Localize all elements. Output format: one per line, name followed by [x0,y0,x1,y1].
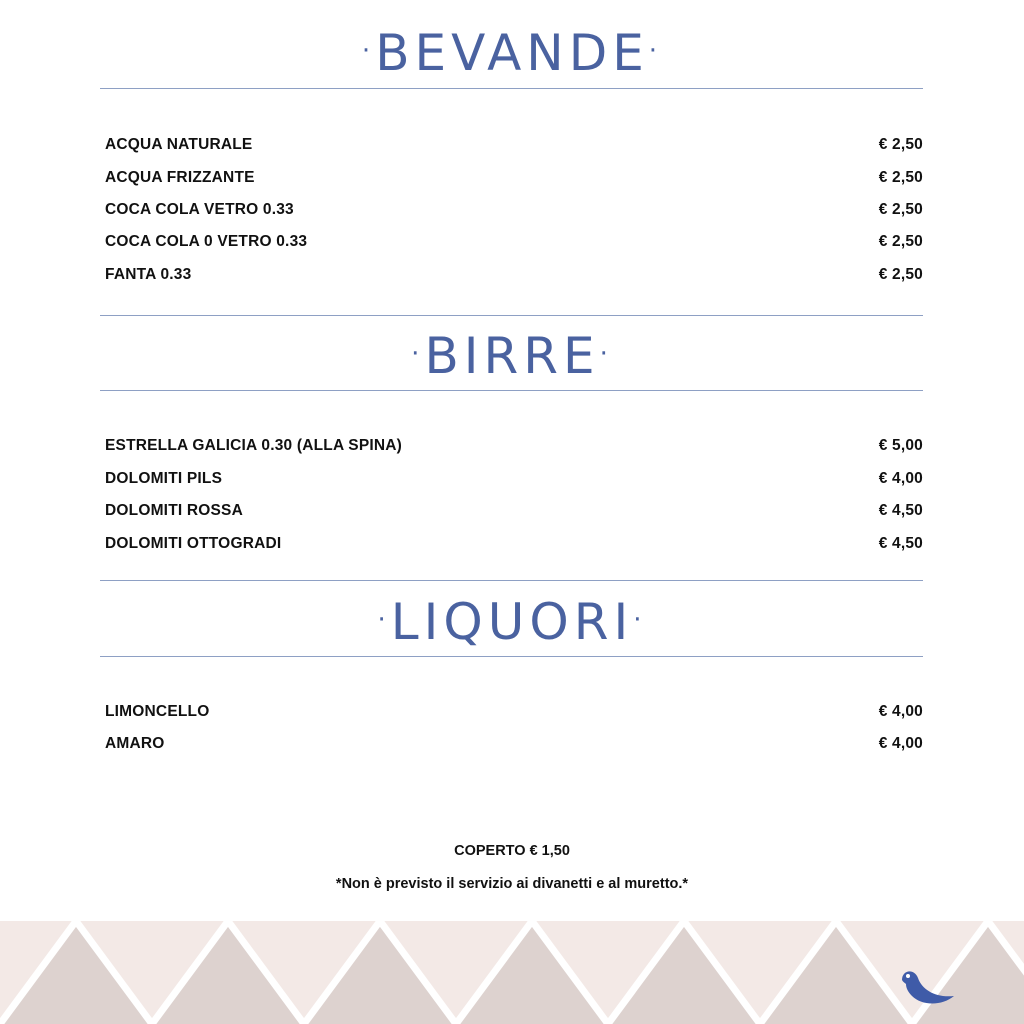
item-name: DOLOMITI PILS [105,470,223,487]
divider [100,656,923,657]
service-note: *Non è previsto il servizio ai divanetti e al muretto.* [335,876,689,892]
item-price: € 2,50 [878,169,923,186]
item-name: ESTRELLA GALICIA 0.30 (ALLA SPINA) [105,437,403,454]
section-title-text: BEVANDE [375,24,649,82]
item-name: COCA COLA 0 VETRO 0.33 [105,233,308,250]
title-dot-right: · [633,604,647,635]
item-price: € 4,00 [878,470,923,487]
divider [100,315,923,316]
item-name: ACQUA FRIZZANTE [105,169,255,186]
menu-item [105,263,923,287]
item-name: DOLOMITI ROSSA [105,502,243,519]
fish-icon [896,966,960,1014]
item-price: € 2,50 [878,136,923,153]
item-price: € 2,50 [878,233,923,250]
item-price: € 4,50 [878,502,923,519]
section-title-bevande [0,24,1024,82]
item-price: € 2,50 [878,201,923,218]
title-dot-left: · [361,35,376,66]
menu-item [105,198,923,222]
menu-item [105,467,923,491]
item-price: € 2,50 [878,266,923,283]
menu-item [105,732,923,756]
menu-item [105,434,923,458]
item-price: € 4,00 [878,735,923,752]
menu-item [105,133,923,157]
divider [100,580,923,581]
title-dot-left: · [411,338,425,369]
coperto-text: COPERTO € 1,50 [454,843,570,859]
divider [100,390,923,391]
item-name: ACQUA NATURALE [105,136,253,153]
item-name: LIMONCELLO [105,703,210,720]
item-name: FANTA 0.33 [105,266,192,283]
item-price: € 5,00 [878,437,923,454]
menu-item [105,532,923,556]
item-price: € 4,50 [878,535,923,552]
item-name: COCA COLA VETRO 0.33 [105,201,294,218]
item-price: € 4,00 [878,703,923,720]
menu-item [105,499,923,523]
section-title-text: LIQUORI [390,593,634,651]
item-name: DOLOMITI OTTOGRADI [105,535,282,552]
section-title-liquori [0,593,1024,651]
title-dot-right: · [599,338,613,369]
menu-item [105,230,923,254]
section-title-text: BIRRE [424,327,600,385]
title-dot-left: · [377,604,391,635]
menu-item [105,700,923,724]
triangle-pattern-band [0,921,1024,1024]
title-dot-right: · [648,35,663,66]
menu-item [105,166,923,190]
divider [100,88,923,89]
item-name: AMARO [105,735,165,752]
section-title-birre [0,327,1024,385]
